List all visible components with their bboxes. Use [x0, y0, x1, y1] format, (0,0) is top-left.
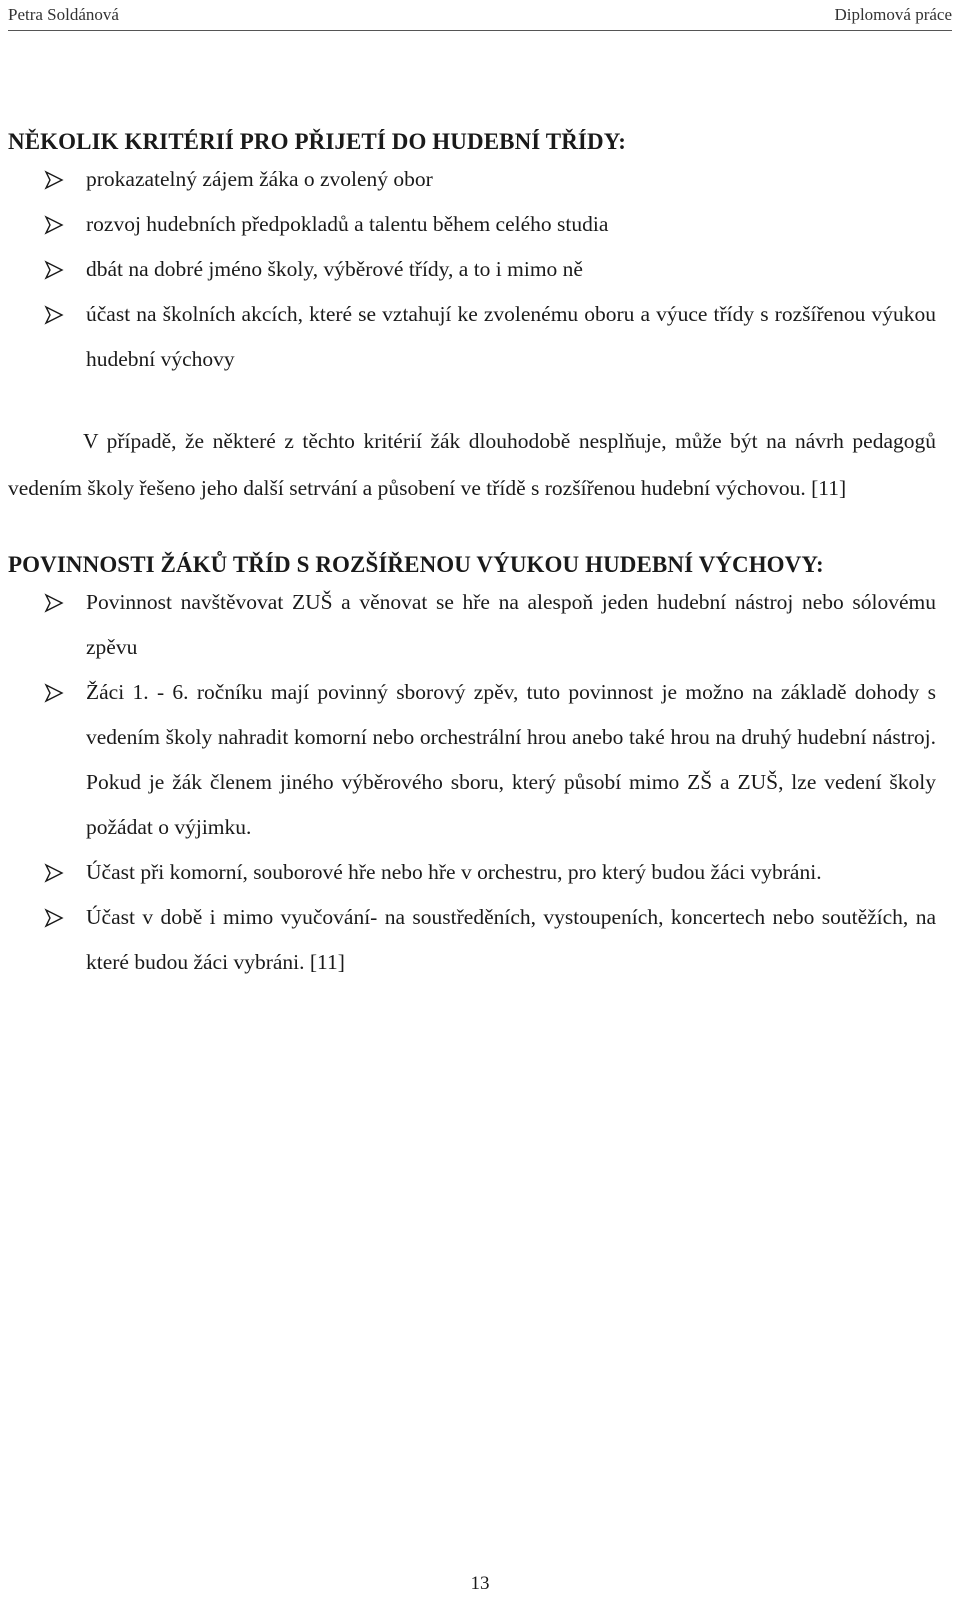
arrowhead-bullet-icon [44, 170, 64, 190]
student-duties-list [8, 580, 936, 985]
list-item-text: Účast při komorní, souborové hře nebo hře v orchestru, pro který budou žáci vybráni. [86, 860, 822, 884]
list-item [8, 202, 936, 247]
arrowhead-bullet-icon [44, 215, 64, 235]
list-item [8, 670, 936, 850]
list-item [8, 580, 936, 670]
page-content [8, 127, 936, 985]
page-number: 13 [470, 1573, 490, 1594]
list-item-text: Účast v době i mimo vyučování- na soustředěních, vystoupeních, koncertech nebo soutěžích, na které budou žáci vybráni. [11] [86, 905, 936, 974]
list-item [8, 247, 936, 292]
arrowhead-bullet-icon [44, 863, 64, 883]
body-paragraph: V případě, že některé z těchto kritérií žák dlouhodobě nesplňuje, může být na návrh pedagogů vedením školy řešeno jeho další setrvání a působení ve třídě s rozšířenou hudební výchovou. [11] [8, 429, 936, 500]
header-author: Petra Soldánová [8, 5, 119, 24]
arrowhead-bullet-icon [44, 305, 64, 325]
list-item-text: prokazatelný zájem žáka o zvolený obor [86, 167, 433, 191]
list-item-text: rozvoj hudebních předpokladů a talentu během celého studia [86, 212, 609, 236]
list-item [8, 895, 936, 985]
section-heading-admission-criteria: NĚKOLIK KRITÉRIÍ PRO PŘIJETÍ DO HUDEBNÍ TŘÍDY: [8, 129, 627, 154]
arrowhead-bullet-icon [44, 593, 64, 613]
list-item-text: účast na školních akcích, které se vztahují ke zvolenému oboru a výuce třídy s rozšířenou výukou hudební výchovy [86, 302, 936, 371]
running-header [8, 0, 952, 31]
arrowhead-bullet-icon [44, 260, 64, 280]
section-heading-student-duties: POVINNOSTI ŽÁKŮ TŘÍD S ROZŠÍŘENOU VÝUKOU HUDEBNÍ VÝCHOVY: [8, 552, 824, 577]
list-item [8, 292, 936, 382]
list-item [8, 850, 936, 895]
arrowhead-bullet-icon [44, 683, 64, 703]
list-item-text: dbát na dobré jméno školy, výběrové třídy, a to i mimo ně [86, 257, 583, 281]
header-document-type: Diplomová práce [834, 5, 952, 24]
list-item [8, 157, 936, 202]
arrowhead-bullet-icon [44, 908, 64, 928]
list-item-text: Povinnost navštěvovat ZUŠ a věnovat se hře na alespoň jeden hudební nástroj nebo sólovému zpěvu [86, 590, 936, 659]
admission-criteria-list [8, 157, 936, 382]
list-item-text: Žáci 1. - 6. ročníku mají povinný sborový zpěv, tuto povinnost je možno na základě dohody s vedením školy nahradit komorní nebo orchestrální hrou anebo také hrou na druhý hudební nástroj. Pokud je žák členem jiného výběrového sboru, který působí mimo ZŠ a ZUŠ, lze vedení školy požádat o výjimku. [86, 680, 936, 839]
